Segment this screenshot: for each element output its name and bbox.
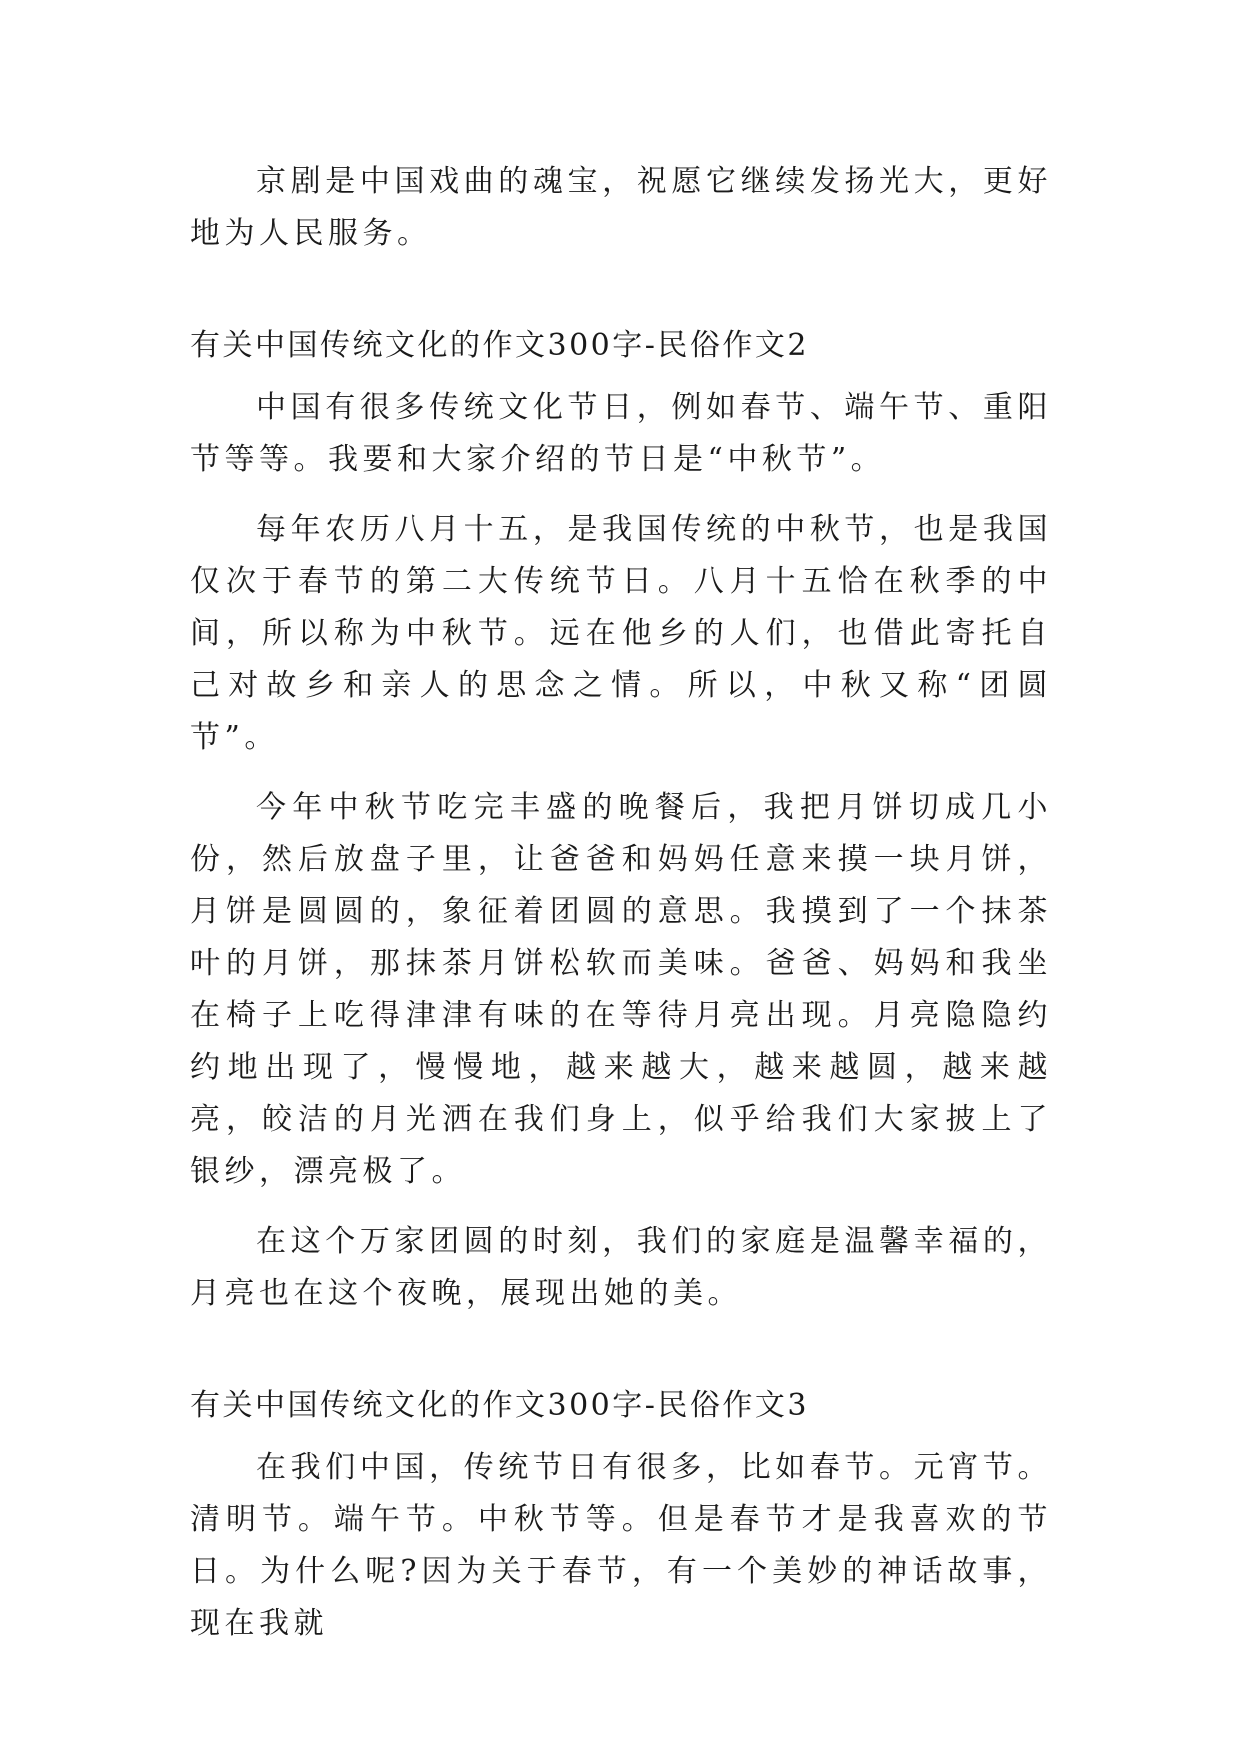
section-paragraph: 每年农历八月十五，是我国传统的中秋节，也是我国仅次于春节的第二大传统节日。八月十五恰在秋季的中间，所以称为中秋节。远在他乡的人们，也借此寄托自己对故乡和亲人的思念之情。所以，中秋又称“团圆节”。	[190, 512, 1052, 755]
section-paragraph: 在我们中国，传统节日有很多，比如春节。元宵节。清明节。端午节。中秋节等。但是春节才是我喜欢的节日。为什么呢?因为关于春节，有一个美妙的神话故事，现在我就	[190, 1450, 1052, 1641]
section-heading: 有关中国传统文化的作文300字-民俗作文3	[190, 1388, 809, 1423]
section-paragraph: 中国有很多传统文化节日，例如春节、端午节、重阳节等等。我要和大家介绍的节日是“中秋节”。	[190, 390, 1052, 477]
section-paragraph: 在这个万家团圆的时刻，我们的家庭是温馨幸福的，月亮也在这个夜晚，展现出她的美。	[190, 1224, 1052, 1311]
section-2	[190, 324, 1052, 1320]
section-paragraph: 今年中秋节吃完丰盛的晚餐后，我把月饼切成几小份，然后放盘子里，让爸爸和妈妈任意来摸一块月饼，月饼是圆圆的，象征着团圆的意思。我摸到了一个抹茶叶的月饼，那抹茶月饼松软而美味。爸爸、妈妈和我坐在椅子上吃得津津有味的在等待月亮出现。月亮隐隐约约地出现了，慢慢地，越来越大，越来越圆，越来越亮，皎洁的月光洒在我们身上，似乎给我们大家披上了银纱，漂亮极了。	[190, 790, 1052, 1189]
section-3	[190, 1384, 1052, 1650]
intro-paragraph: 京剧是中国戏曲的魂宝，祝愿它继续发扬光大，更好地为人民服务。	[190, 164, 1052, 251]
document-body	[190, 156, 1052, 1650]
section-heading: 有关中国传统文化的作文300字-民俗作文2	[190, 328, 809, 363]
